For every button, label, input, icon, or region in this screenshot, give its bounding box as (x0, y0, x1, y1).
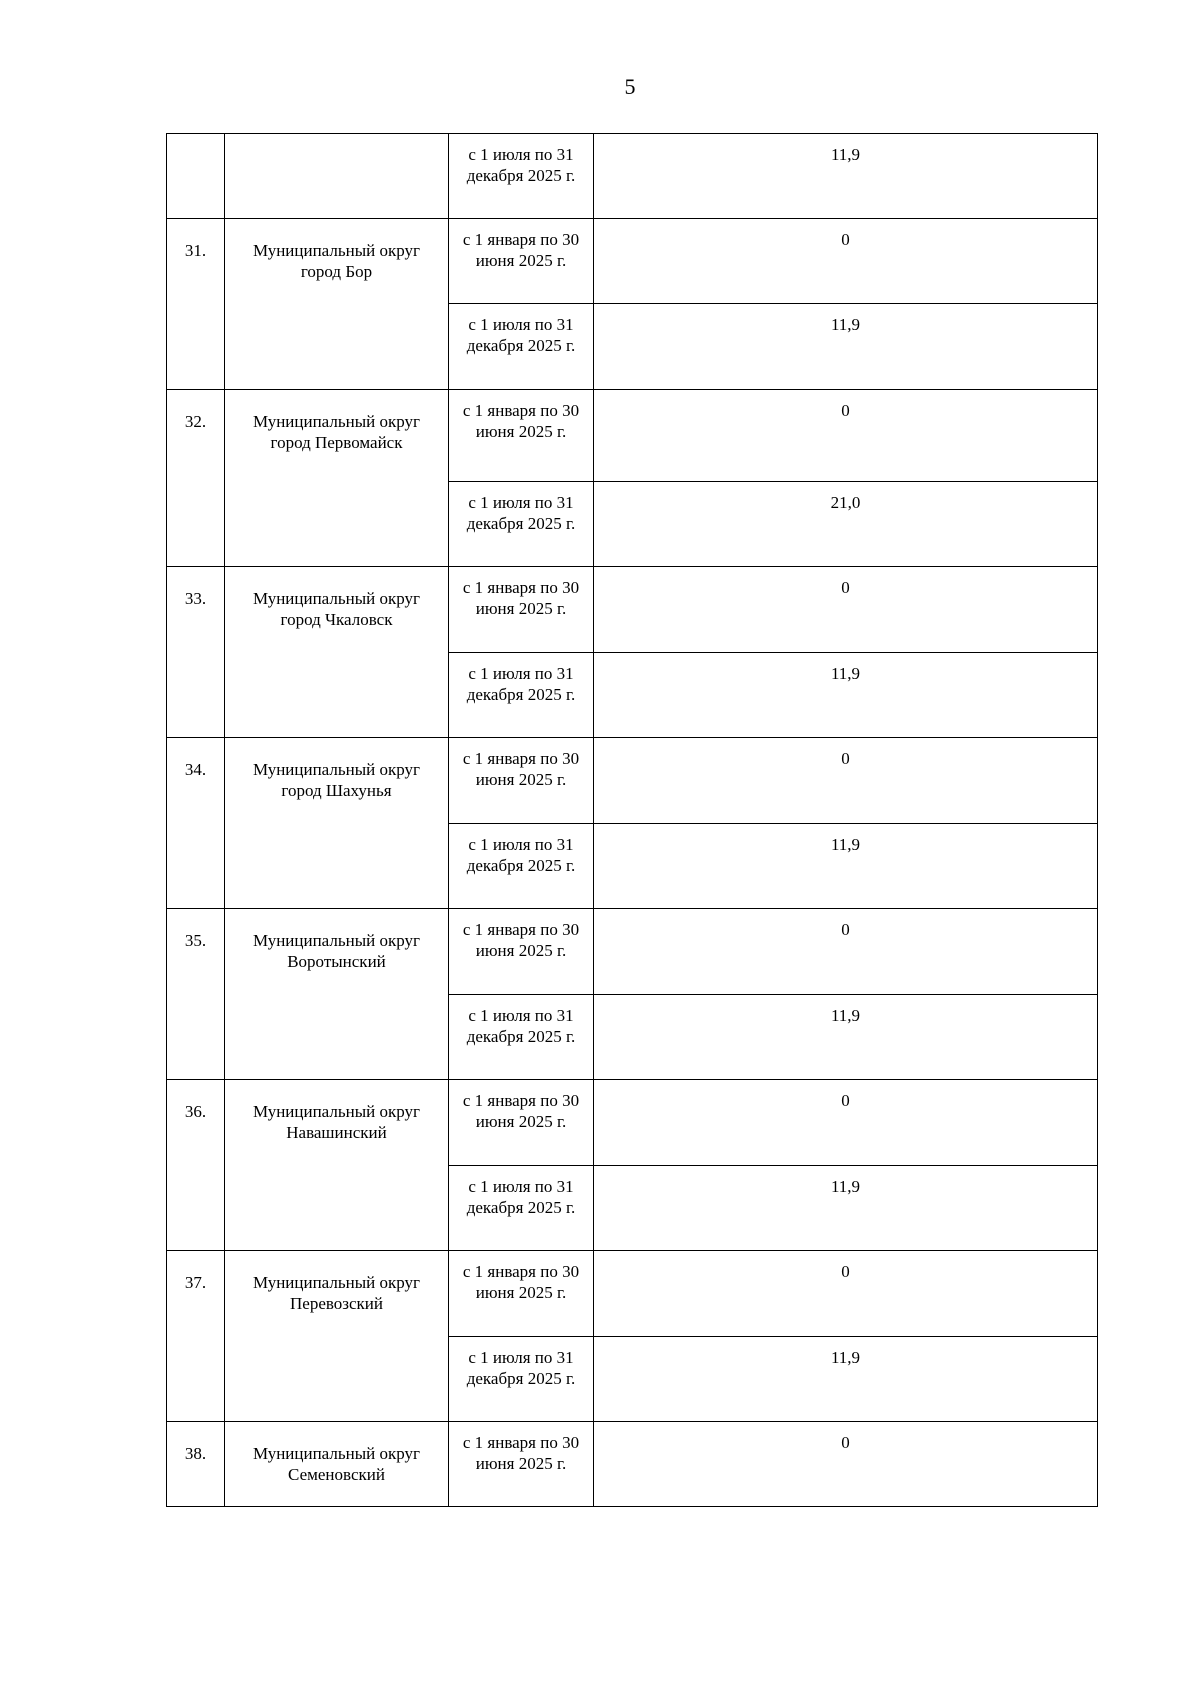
period-cell: с 1 июля по 31 декабря 2025 г. (449, 824, 594, 909)
period-cell: с 1 января по 30 июня 2025 г. (449, 1422, 594, 1507)
period-cell: с 1 июля по 31 декабря 2025 г. (449, 482, 594, 567)
value-cell: 11,9 (594, 1166, 1098, 1251)
period-cell: с 1 июля по 31 декабря 2025 г. (449, 1166, 594, 1251)
row-number-cell: 35. (167, 909, 225, 1080)
period-cell: с 1 января по 30 июня 2025 г. (449, 738, 594, 824)
table-row (167, 1251, 1098, 1337)
period-text: с 1 июля по 31 декабря 2025 г. (466, 145, 576, 185)
municipality-name-cell: Муниципальный округ Семеновский (225, 1422, 449, 1507)
value-cell (594, 134, 1098, 219)
period-cell: с 1 января по 30 июня 2025 г. (449, 390, 594, 482)
value-cell: 21,0 (594, 482, 1098, 567)
municipality-name-cell: Муниципальный округ город Чкаловск (225, 567, 449, 738)
value-cell: 0 (594, 219, 1098, 304)
table-row (167, 1422, 1098, 1507)
period-cell: с 1 января по 30 июня 2025 г. (449, 567, 594, 653)
value-cell: 0 (594, 738, 1098, 824)
value-cell: 0 (594, 567, 1098, 653)
table-row (167, 909, 1098, 995)
row-number-cell: 38. (167, 1422, 225, 1507)
municipality-name-cell: Муниципальный округ Перевозский (225, 1251, 449, 1422)
period-cell: с 1 января по 30 июня 2025 г. (449, 219, 594, 304)
table-row (167, 219, 1098, 304)
row-number-cell: 34. (167, 738, 225, 909)
row-number-cell: 33. (167, 567, 225, 738)
municipality-name-cell: Муниципальный округ город Бор (225, 219, 449, 390)
municipality-name-cell: Муниципальный округ Навашинский (225, 1080, 449, 1251)
table-row (167, 390, 1098, 482)
period-cell: с 1 июля по 31 декабря 2025 г. (449, 1337, 594, 1422)
row-number-cell: 31. (167, 219, 225, 390)
municipality-name-cell: Муниципальный округ Воротынский (225, 909, 449, 1080)
value-cell: 0 (594, 1422, 1098, 1507)
page-number: 5 (624, 74, 636, 99)
value-cell: 11,9 (594, 304, 1098, 390)
row-number-cell: 36. (167, 1080, 225, 1251)
table-body (167, 134, 1098, 1507)
table-row (167, 738, 1098, 824)
row-number-cell: 32. (167, 390, 225, 567)
municipality-name-cell (225, 134, 449, 219)
period-cell: с 1 июля по 31 декабря 2025 г. (449, 653, 594, 738)
table-row (167, 567, 1098, 653)
value-cell: 11,9 (594, 1337, 1098, 1422)
value-cell: 0 (594, 909, 1098, 995)
period-cell: с 1 января по 30 июня 2025 г. (449, 1251, 594, 1337)
period-cell: с 1 июля по 31 декабря 2025 г. (449, 995, 594, 1080)
value-cell: 11,9 (594, 824, 1098, 909)
value-cell: 0 (594, 390, 1098, 482)
table-row (167, 1080, 1098, 1166)
value-cell: 0 (594, 1251, 1098, 1337)
value-cell: 0 (594, 1080, 1098, 1166)
municipality-name-cell: Муниципальный округ город Первомайск (225, 390, 449, 567)
table-row (167, 134, 1098, 219)
value-cell: 11,9 (594, 995, 1098, 1080)
period-cell (449, 134, 594, 219)
row-number-cell: 37. (167, 1251, 225, 1422)
row-number-cell (167, 134, 225, 219)
value-text: 11,9 (830, 145, 861, 164)
value-cell: 11,9 (594, 653, 1098, 738)
municipality-name-cell: Муниципальный округ город Шахунья (225, 738, 449, 909)
period-cell: с 1 января по 30 июня 2025 г. (449, 1080, 594, 1166)
municipal-rates-table (166, 133, 1098, 1507)
period-cell: с 1 июля по 31 декабря 2025 г. (449, 304, 594, 390)
period-cell: с 1 января по 30 июня 2025 г. (449, 909, 594, 995)
